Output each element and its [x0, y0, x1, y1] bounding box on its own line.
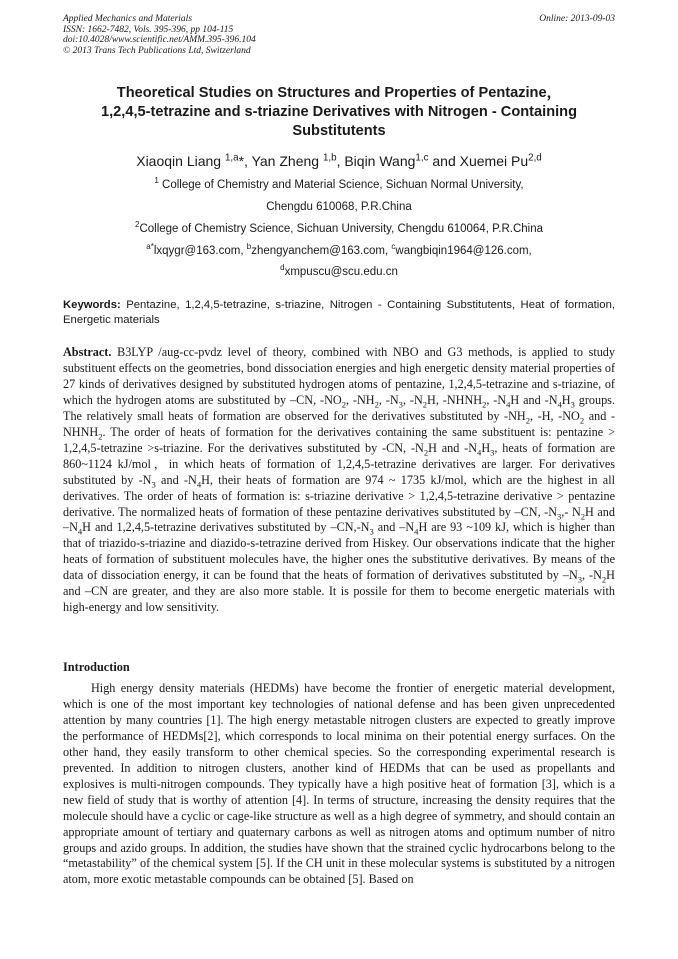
abstract-text: and –N [373, 520, 415, 535]
abstract-sub: 4 [77, 526, 83, 537]
abstract-sub: 4 [414, 526, 419, 537]
abstract-text: , -N [486, 392, 507, 407]
author-3: , Biqin Wang [336, 153, 416, 169]
abstract-sub: 2 [341, 399, 346, 410]
journal-name: Applied Mechanics and Materials [63, 14, 193, 24]
email-d-mark: d [280, 263, 285, 273]
abstract-sub: 2 [579, 415, 585, 426]
title-line-3: Substitutents [292, 123, 386, 139]
email-a-star: * [150, 242, 154, 252]
abstract-text: , -NH [345, 392, 375, 407]
abstract-text: H and 1,2,4,5-tetrazine derivatives substituted by –CN,-N [82, 520, 370, 535]
abstract-sub: 2 [98, 431, 103, 442]
abstract-text: and -N [155, 472, 197, 487]
abstract-text: , heats of formation are 860~1124 kJ/mol，in which heats of formation of 1,2,4,5-tetrazine derivatives are larger. For derivatives substituted by -N [63, 440, 615, 487]
author-list [40, 152, 638, 170]
author-3-affil: 1,c [415, 152, 429, 164]
abstract-sub: 3 [557, 510, 562, 521]
email-a[interactable]: lxqygr@163.com, [153, 245, 247, 257]
keywords-label: Keywords: [63, 299, 121, 311]
abstract-sub: 4 [196, 479, 202, 490]
abstract-sub: 2 [422, 399, 428, 410]
author-2: , Yan Zheng [244, 153, 323, 169]
abstract-text: H [561, 392, 571, 407]
abstract-text: , -H, -NO [530, 408, 580, 423]
section-heading-introduction: Introduction [63, 660, 130, 674]
author-4: and Xuemei Pu [428, 153, 529, 169]
affil-2-mark: 2 [134, 220, 140, 230]
title-line-1: Theoretical Studies on Structures and Properties of Pentazine， [116, 85, 562, 101]
journal-header [63, 14, 615, 56]
abstract-text: groups. The relatively small heats of formation are observed for the derivatives substituted by -NH [63, 392, 615, 423]
email-b-mark: b [246, 242, 252, 252]
abstract-sub: 2 [423, 447, 429, 458]
abstract-text: . The order of heats of formation for the derivatives containing the same substituent is: pentazine > 1,2,4,5-tetrazine >s-triazine. For the derivatives substituted by -CN, -N [63, 424, 615, 455]
email-c-mark: c [391, 242, 396, 252]
abstract-text: H, their heats of formation are 974 ~ 1735 kJ/mol, which are the highest in all derivatives. The order of heats of formation is: s-triazine derivative > 1,2,4,5-tetrazine derivative > pentazine derivative. The normalized heats of formation of these pentazine derivatives substituted by –CN, -N [63, 472, 615, 519]
abstract-sub: 2 [525, 415, 530, 426]
abstract-text: B3LYP /aug-cc-pvdz level of theory, combined with NBO and G3 methods, is applied to study substituent effects on the geometries, bond dissociation energies and high energetic density material properties of 27 kinds of derivatives designed by substituted hydrogen atoms of pentazine, 1,2,4,5-tetrazine and s-triazine, of which the hydrogen atoms are substituted by –CN, -NO [63, 345, 616, 407]
abstract-text: H and –CN are greater, and they are also more stable. It is possile for them to become energetic materials with high-energy and low sensitivity. [63, 568, 615, 615]
title-line-2: 1,2,4,5-tetrazine and s-triazine Derivatives with Nitrogen - Containing [100, 104, 577, 120]
author-2-affil: 1,b [322, 152, 337, 164]
abstract-sub: 4 [506, 399, 511, 410]
affil-1-mark: 1 [154, 176, 159, 186]
abstract-sub: 3 [490, 447, 495, 458]
issn-line: ISSN: 1662-7482, Vols. 395-396, pp 104-115 [63, 24, 234, 35]
doi-line: doi:10.4028/www.scientific.net/AMM.395-396.104 [63, 35, 256, 45]
abstract-text: H and -N [428, 440, 478, 455]
abstract-sub: 3 [369, 526, 374, 537]
affiliation-1 [40, 174, 638, 196]
email-d[interactable]: xmpuscu@scu.edu.cn [284, 266, 398, 278]
abstract-text: H and -N [510, 392, 558, 407]
abstract-sub: 2 [482, 399, 487, 410]
affiliation-2 [40, 218, 638, 240]
online-date: Online: 2013-09-03 [539, 14, 615, 24]
affil-2-line: College of Chemistry Science, Sichuan University, Chengdu 610064, P.R.China [139, 223, 544, 235]
email-b[interactable]: zhengyanchem@163.com, [251, 245, 392, 257]
abstract-sub: 2 [580, 510, 586, 521]
abstract-text: , -N [582, 568, 602, 583]
abstract-label: Abstract. [63, 345, 112, 359]
email-a-mark: a [146, 242, 151, 252]
abstract-sub: 3 [398, 399, 403, 410]
keywords-text: Pentazine, 1,2,4,5-tetrazine, s-triazine, Nitrogen - Containing Substitutents, Heat of formation, Energetic materials [63, 299, 615, 326]
abstract-text: ,- N [561, 504, 581, 519]
abstract-text: , -N [402, 392, 423, 407]
email-line-2 [40, 261, 638, 283]
abstract-sub: 2 [374, 399, 379, 410]
paper-title [40, 84, 638, 141]
abstract-text: H, -NHNH [427, 392, 483, 407]
abstract-text: , -N [378, 392, 399, 407]
abstract-text: H [481, 440, 491, 455]
copyright-line: © 2013 Trans Tech Publications Ltd, Switzerland [63, 45, 251, 56]
corresponding-mark: * [238, 153, 245, 169]
abstract-sub: 3 [151, 479, 156, 490]
abstract-sub: 4 [557, 399, 562, 410]
introduction-paragraph: High energy density materials (HEDMs) have become the frontier of energetic material development, which is one of the most important key technologies of national defense and has been given unprecedented attention by many countries [1]. The high energy metastable nitrogen clusters are expected to greatly improve the performance of HEDMs[2], which corresponds to local minima on their potential energy surfaces. On the other hand, they easily transform to other chemical species. So the corresponding experimental research is prevented. In addition to nitrogen clusters, another kind of HEDMs that can be used as propellants and explosives is multi-nitrogen compounds. They typically have a high positive heat of formation [3], which is a new field of study that is worthy of attention [4]. In terms of structure, increasing the density requires that the molecule should have a cyclic or cage-like structure as well as a high degree of symmetry, and should contain an appropriate amount of tertiary and quaternary carbons as well as nitrogen atoms and optimum number of nitro groups and azido groups. In addition, the studies have shown that the strained cyclic hydrocarbons belong to the “metastability” of the chemical system [5]. If the CH unit in these molecular systems is substituted by a nitrogen atom, more exotic metastable compounds can be obtained [5]. Based on [63, 681, 615, 887]
abstract-sub: 3 [570, 399, 575, 410]
abstract [63, 345, 615, 616]
abstract-text: H are 93 ~109 kJ, which is higher than that of triazido-s-triazine and diazido-s-tetrazine derived from Hiskey. Our observations indicate that the higher heats of formation of substituent molecules have, the higher ones the substitutive derivatives. By means of the data of dissociation energy, it can be found that the heats of formation of derivatives substituted by –N [63, 520, 615, 583]
abstract-text: and -NHNH [63, 408, 616, 439]
author-1-affil: 1,a [224, 152, 239, 164]
abstract-sub: 4 [477, 447, 482, 458]
author-1: Xiaoqin Liang [136, 153, 225, 169]
author-4-affil: 2,d [528, 152, 542, 164]
email-line-1 [40, 240, 638, 262]
abstract-sub: 2 [601, 574, 607, 585]
affil-1-line-1: College of Chemistry and Material Science, Sichuan Normal University, [158, 179, 524, 191]
abstract-text: H and –N [63, 504, 615, 535]
keywords [63, 298, 615, 328]
affiliation-1-city: Chengdu 610068, P.R.China [266, 201, 412, 213]
abstract-sub: 3 [577, 574, 583, 585]
email-c[interactable]: wangbiqin1964@126.com, [395, 245, 532, 257]
